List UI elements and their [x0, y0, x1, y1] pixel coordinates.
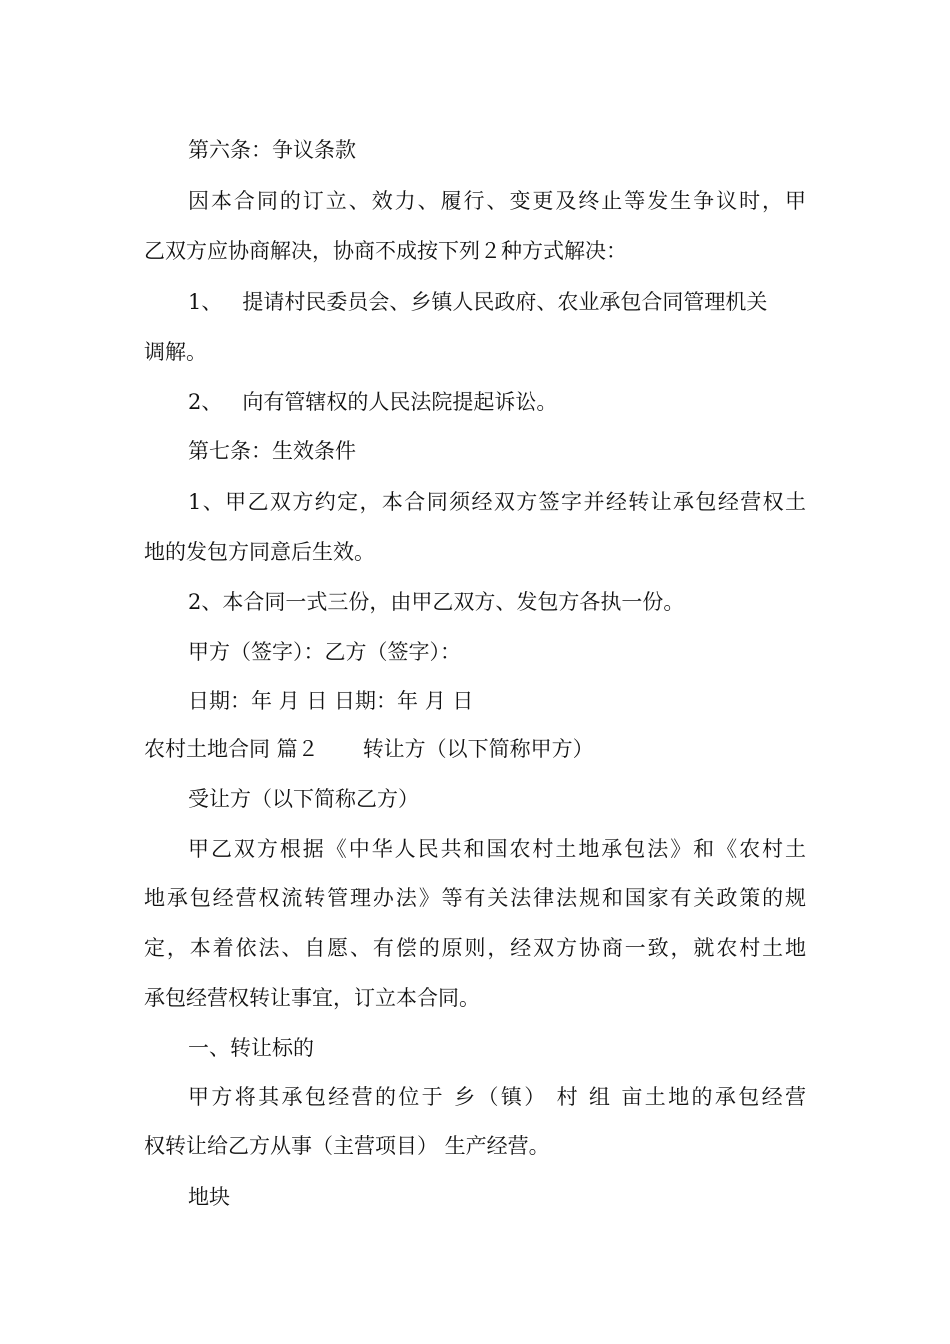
signature-line: 甲方（签字）：乙方（签字）：: [188, 640, 461, 664]
list-item-text: 向有管辖权的人民法院提起诉讼。: [242, 390, 558, 414]
list-number: 2、: [188, 390, 223, 414]
paragraph-line: 2、本合同一式三份，由甲乙双方、发包方各执一份。: [188, 590, 685, 614]
article-6-heading: 第六条：争议条款: [188, 138, 356, 162]
list-item-1: [188, 287, 806, 317]
paragraph-line: 甲乙双方根据《中华人民共和国农村土地承包法》和《农村土: [188, 837, 806, 861]
paragraph-line: 地块: [188, 1185, 230, 1209]
list-number: 1、: [188, 290, 223, 314]
transferor-label: 转让方（以下简称甲方）: [362, 737, 594, 761]
section-title-line: [144, 734, 806, 764]
list-item-2: [188, 387, 806, 417]
date-line: 日期：年 月 日 日期：年 月 日: [188, 689, 474, 713]
paragraph-line: 权转让给乙方从事（主营项目） 生产经营。: [144, 1134, 550, 1158]
paragraph-line: 地承包经营权流转管理办法》等有关法律法规和国家有关政策的规: [144, 886, 806, 910]
paragraph-line: 地的发包方同意后生效。: [144, 540, 375, 564]
paragraph-line: 甲方将其承包经营的位于 乡（镇） 村 组 亩土地的承包经营: [188, 1085, 806, 1109]
paragraph-line: 承包经营权转让事宜，订立本合同。: [144, 986, 480, 1010]
article-7-heading: 第七条：生效条件: [188, 439, 356, 463]
paragraph-line: 调解。: [144, 340, 207, 364]
paragraph-line: 1、甲乙双方约定，本合同须经双方签字并经转让承包经营权土: [188, 490, 806, 514]
section-heading: 一、转让标的: [188, 1036, 314, 1060]
transferee-label: 受让方（以下简称乙方）: [188, 787, 419, 811]
paragraph-line: 定，本着依法、自愿、有偿的原则，经双方协商一致，就农村土地: [144, 936, 806, 960]
section-title: 农村土地合同 篇２: [144, 737, 319, 761]
paragraph-line: 因本合同的订立、效力、履行、变更及终止等发生争议时，甲: [188, 189, 806, 213]
list-item-text: 提请村民委员会、乡镇人民政府、农业承包合同管理机关: [242, 290, 768, 314]
paragraph-line: 乙双方应协商解决，协商不成按下列２种方式解决：: [144, 239, 627, 263]
